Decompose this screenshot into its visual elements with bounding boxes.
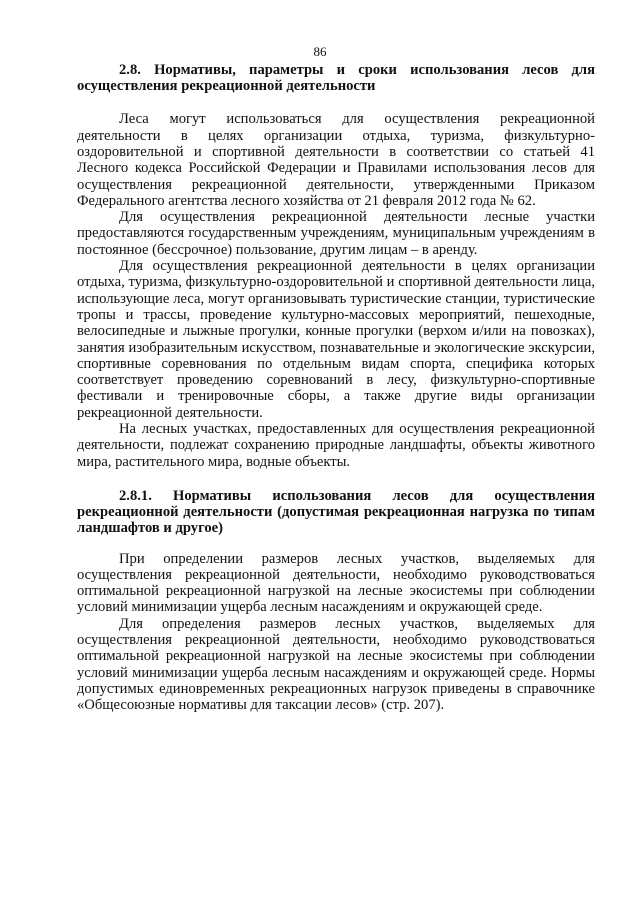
paragraph: Для определения размеров лесных участков, выделяемых для осуществления рекреационной деятельности, необходимо руководствоваться оптимальной рекреационной нагрузкой на лесные экосистемы при соблюдении условий минимизации ущерба лесным насаждениям и окружающей среде. Нормы допустимых единовременных рекреационных нагрузок приведены в справочнике «Общесоюзные нормативы для таксации лесов» (стр. 207).: [77, 615, 595, 714]
section-heading-2-8-1: 2.8.1. Нормативы использования лесов для осуществления рекреационной деятельности (допустимая рекреационная нагрузка по типам ландшафтов и другое): [77, 487, 595, 537]
paragraph: Леса могут использоваться для осуществления рекреационной деятельности в целях организации отдыха, туризма, физкультурно-оздоровительной и спортивной деятельности в соответствии со статьей 41 Лесного кодекса Российской Федерации и Правилами использования лесов для осуществления рекреационной деятельности, утвержденными Приказом Федерального агентства лесного хозяйства от 21 февраля 2012 года № 62.: [77, 111, 595, 209]
page-number: 86: [313, 44, 327, 59]
paragraph: Для осуществления рекреационной деятельности лесные участки предоставляются государственным учреждениям, муниципальным учреждениям в постоянное (бессрочное) пользование, другим лицам – в аренду.: [77, 209, 595, 258]
page-content: [77, 62, 595, 714]
paragraph: Для осуществления рекреационной деятельности в целях организации отдыха, туризма, физкультурно-оздоровительной и спортивной деятельности лица, использующие леса, могут организовывать туристические станции, туристические тропы и трассы, проведение культурно-массовых мероприятий, пешеходные, велосипедные и лыжные прогулки, конные прогулки (верхом и/или на повозках), занятия изобразительным искусством, познавательные и экологические экскурсии, спортивные соревнования по отдельным видам спорта, специфика которых соответствует проведению соревнований в лесу, физкультурно-спортивные фестивали и тренировочные сборы, а также другие виды организации рекреационной деятельности.: [77, 258, 595, 421]
section-heading-2-8: 2.8. Нормативы, параметры и сроки использования лесов для осуществления рекреационной деятельности: [77, 62, 595, 95]
paragraph: При определении размеров лесных участков, выделяемых для осуществления рекреационной деятельности, необходимо руководствоваться оптимальной рекреационной нагрузкой на лесные экосистемы при соблюдении условий минимизации ущерба лесным насаждениям и окружающей среде.: [77, 550, 595, 616]
paragraph: На лесных участках, предоставленных для осуществления рекреационной деятельности, подлежат сохранению природные ландшафты, объекты животного мира, растительного мира, водные объекты.: [77, 421, 595, 470]
